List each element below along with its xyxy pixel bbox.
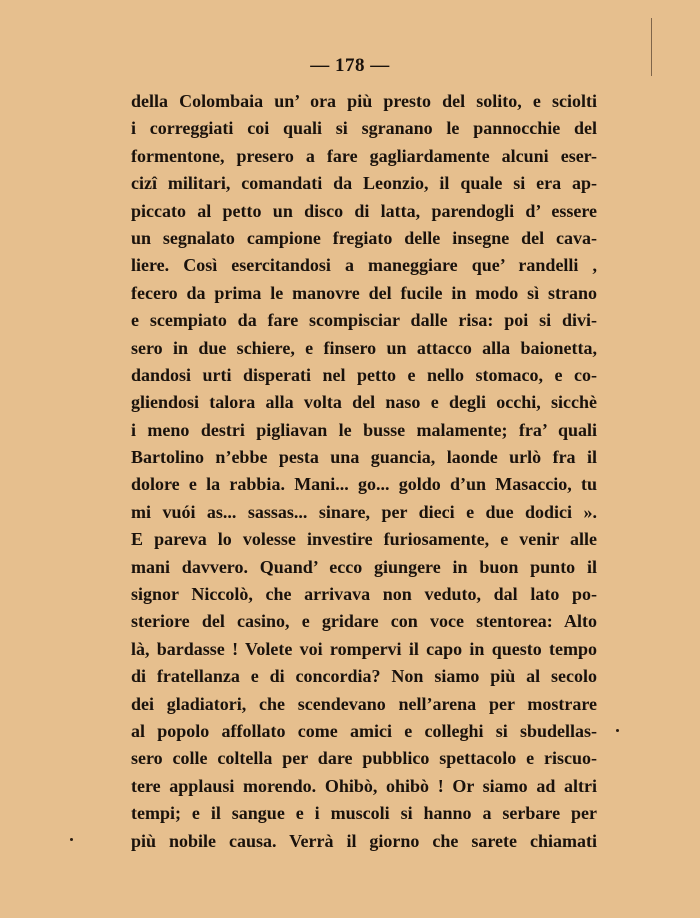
text-line: E pareva lo volesse investire furiosamente, e venir alle bbox=[131, 529, 597, 550]
text-line: dandosi urti disperati nel petto e nello stomaco, e co- bbox=[131, 364, 597, 385]
text-line: fecero da prima le manovre del fucile in modo sì strano bbox=[131, 282, 597, 303]
text-line: cizî militari, comandati da Leonzio, il quale si era ap- bbox=[131, 173, 597, 194]
text-line: i meno destri pigliavan le busse malamente; fra’ quali bbox=[131, 419, 597, 440]
text-line: della Colombaia un’ ora più presto del solito, e sciolti bbox=[131, 91, 597, 111]
text-line: gliendosi talora alla volta del naso e degli occhi, sicchè bbox=[131, 392, 597, 413]
text-line: sero in due schiere, e finsero un attacco alla baionetta, bbox=[131, 337, 597, 358]
text-line: dei gladiatori, che scendevano nell’arena per mostrare bbox=[131, 693, 597, 714]
text-line: un segnalato campione fregiato delle insegne del cava- bbox=[131, 227, 597, 248]
text-line: tempi; e il sangue e i muscoli si hanno a serbare per bbox=[131, 803, 597, 824]
page-number: — 178 — bbox=[310, 55, 390, 76]
text-line: piccato al petto un disco di latta, parendogli d’ essere bbox=[131, 200, 597, 221]
text-line: i correggiati coi quali si sgranano le pannocchie del bbox=[131, 118, 597, 139]
ink-speck bbox=[616, 729, 619, 732]
text-line: là, bardasse ! Volete voi rompervi il capo in questo tempo bbox=[131, 638, 597, 659]
text-line: tere applausi morendo. Ohibò, ohibò ! Or siamo ad altri bbox=[131, 775, 597, 796]
text-line: sero colle coltella per dare pubblico spettacolo e riscuo- bbox=[131, 748, 597, 769]
text-line: formentone, presero a fare gagliardamente alcuni eser- bbox=[131, 145, 597, 166]
ink-speck bbox=[70, 838, 73, 841]
text-line: signor Niccolò, che arrivava non veduto, dal lato po- bbox=[131, 584, 597, 605]
text-line: di fratellanza e di concordia? Non siamo più al secolo bbox=[131, 666, 597, 687]
text-line: liere. Così esercitandosi a maneggiare que’ randelli , bbox=[131, 255, 597, 276]
body-text bbox=[131, 88, 597, 855]
text-line: Bartolino n’ebbe pesta una guancia, laonde urlò fra il bbox=[131, 447, 597, 468]
text-line: al popolo affollato come amici e colleghi si sbudellas- bbox=[131, 720, 597, 741]
text-line: mi vuói as... sassas... sinare, per dieci e due dodici ». bbox=[131, 501, 597, 522]
text-line: e scempiato da fare scompisciar dalle risa: poi si divi- bbox=[131, 310, 597, 331]
text-line: più nobile causa. Verrà il giorno che sarete chiamati bbox=[131, 830, 597, 851]
text-line: dolore e la rabbia. Mani... go... goldo d’un Masaccio, tu bbox=[131, 474, 597, 495]
text-line: mani davvero. Quand’ ecco giungere in buon punto il bbox=[131, 556, 597, 577]
text-line: steriore del casino, e gridare con voce stentorea: Alto bbox=[131, 611, 597, 632]
